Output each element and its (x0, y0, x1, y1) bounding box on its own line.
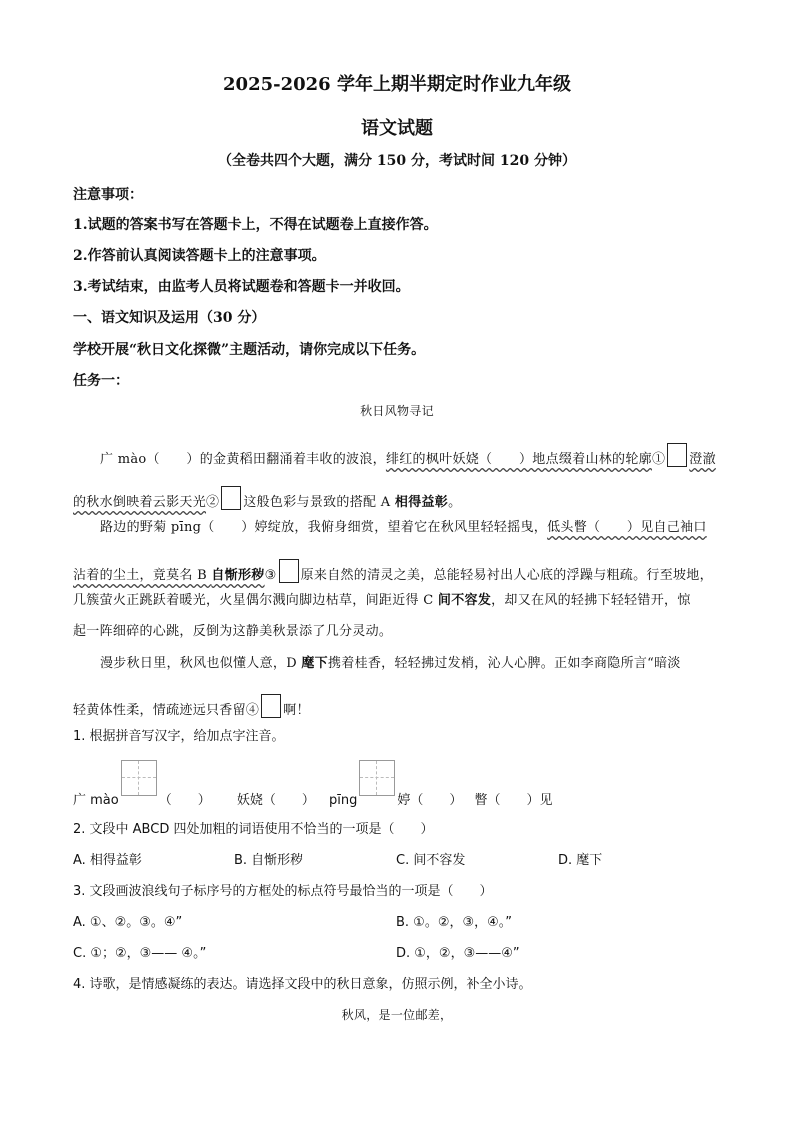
passage-title: 秋日风物寻记 (360, 404, 434, 418)
question-2-stem: 2. 文段中 ABCD 四处加粗的词语使用不恰当的一项是（ ） (73, 822, 434, 837)
punctuation-box (667, 443, 687, 467)
writing-grid[interactable] (121, 760, 157, 796)
exam-title: 2025-2026 学年上期半期定时作业九年级 (223, 74, 571, 95)
passage-line: 起一阵细碎的心跳，反倒为这静美秋景添了几分灵动。 (73, 624, 393, 639)
task-label: 任务一： (73, 373, 129, 389)
punctuation-box (279, 559, 299, 583)
question-4-stem: 4. 诗歌，是情感凝练的表达。请选择文段中的秋日意象，仿照示例，补全小诗。 (73, 977, 532, 992)
notice-item: 3.考试结束，由监考人员将试题卷和答题卡一并收回。 (73, 279, 410, 295)
writing-grid[interactable] (359, 760, 395, 796)
passage-line: 沾着的尘土，竟莫名 B 自惭形秽③ 原来自然的清灵之美，总能轻易衬出人心底的浮躁与粗疏。行至坡地， (73, 559, 713, 583)
poem-line: 秋风，是一位邮差， (341, 1008, 453, 1022)
answer-option[interactable]: A. ①、②。③。④” (73, 915, 183, 930)
answer-option[interactable]: B. ①。②，③，④。” (396, 915, 513, 930)
answer-option[interactable]: D. ①，②，③——④” (396, 946, 520, 961)
answer-option[interactable]: D. 麾下 (558, 853, 603, 868)
passage-line: 的秋水倒映着云影天光② 这般色彩与景致的搭配 A 相得益彰。 (73, 486, 461, 510)
answer-option[interactable]: C. ①；②，③—— ④。” (73, 946, 207, 961)
notice-item: 1.试题的答案书写在答题卡上，不得在试题卷上直接作答。 (73, 217, 438, 233)
question-1-stem: 1. 根据拼音写汉字，给加点字注音。 (73, 729, 285, 744)
answer-option[interactable]: A. 相得益彰 (73, 853, 142, 868)
answer-option[interactable]: C. 间不容发 (396, 853, 466, 868)
passage-line: 路边的野菊 pīng（ ）婷绽放，我俯身细赏，望着它在秋风里轻轻摇曳，低头瞥（ ）见自己袖口 (100, 520, 707, 535)
notice-item: 2.作答前认真阅读答题卡上的注意事项。 (73, 248, 326, 264)
exam-subtitle: 语文试题 (361, 118, 433, 139)
section-heading: 一、语文知识及运用（30 分） (73, 310, 266, 326)
passage-line: 广 mào（ ）的金黄稻田翻涌着丰收的波浪，绯红的枫叶妖娆（ ）地点缀着山林的轮廓① 澄澈 (100, 443, 716, 467)
question-1-items: 广 mào （ ） 妖娆（ ） pīng 婷（ ） 瞥（ ）见 (73, 760, 553, 808)
notice-heading: 注意事项： (73, 187, 143, 203)
passage-line: 漫步秋日里，秋风也似懂人意，D 麾下携着桂香，轻轻拂过发梢，沁人心脾。正如李商隐所言“暗淡 (100, 656, 681, 671)
passage-line: 轻黄体性柔，情疏迹远只香留④ 啊！ (73, 694, 310, 718)
answer-option[interactable]: B. 自惭形秽 (234, 853, 304, 868)
punctuation-box (221, 486, 241, 510)
question-3-stem: 3. 文段画波浪线句子标序号的方框处的标点符号最恰当的一项是（ ） (73, 884, 493, 899)
passage-line: 几簇萤火正跳跃着暖光，火星偶尔溅向脚边枯草，间距近得 C 间不容发，却又在风的轻拂下轻轻错开，惊 (73, 593, 691, 608)
exam-info: （全卷共四个大题，满分 150 分，考试时间 120 分钟） (218, 153, 576, 169)
punctuation-box (261, 694, 281, 718)
section-intro: 学校开展“秋日文化探微”主题活动，请你完成以下任务。 (73, 342, 426, 358)
